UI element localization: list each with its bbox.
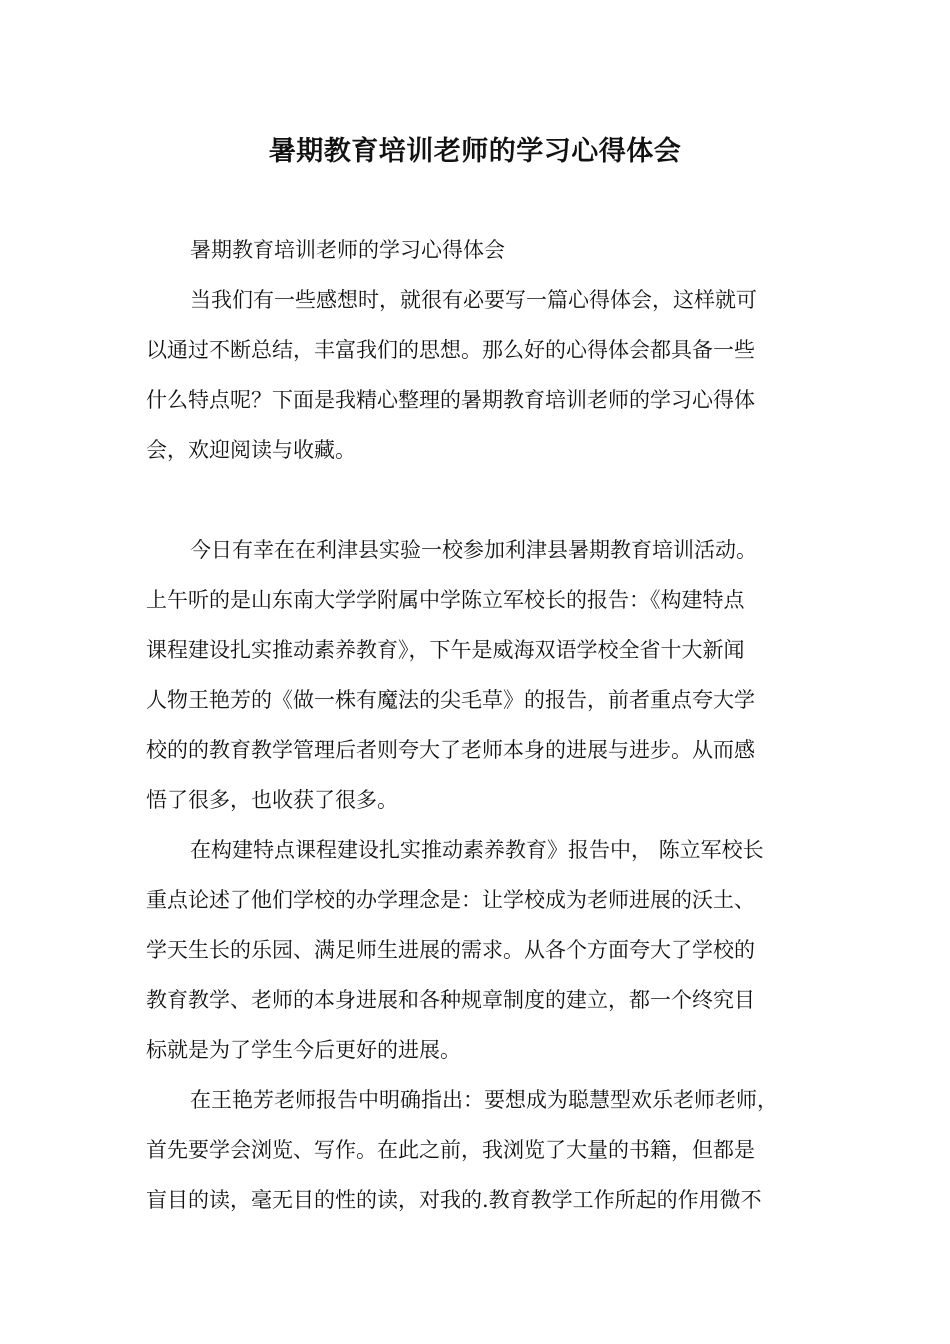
paragraph-1: [146, 525, 826, 1225]
paragraph-line: 标就是为了学生今后更好的进展。: [146, 1038, 461, 1062]
intro-line: 当我们有一些感想时，就很有必要写一篇心得体会，这样就可: [190, 288, 757, 312]
document-title: 暑期教育培训老师的学习心得体会: [268, 136, 682, 167]
paragraph-line: 人物王艳芳的《做一株有魔法的尖毛草》的报告，前者重点夸大学: [146, 688, 755, 712]
intro-line: 以通过不断总结，丰富我们的思想。那么好的心得体会都具备一些: [146, 338, 755, 362]
paragraph-line: 重点论述了他们学校的办学理念是：让学校成为老师进展的沃土、: [146, 888, 755, 912]
paragraph-line: 在王艳芳老师报告中明确指出：要想成为聪慧型欢乐老师老师，: [190, 1088, 778, 1112]
paragraph-line: 在构建特点课程建设扎实推动素养教育》报告中， 陈立军校长: [190, 838, 764, 862]
paragraph-line: 今日有幸在在利津县实验一校参加利津县暑期教育培训活动。: [190, 538, 757, 562]
intro-line: 什么特点呢？下面是我精心整理的暑期教育培训老师的学习心得体: [146, 388, 755, 412]
paragraph-line: 校的的教育教学管理后者则夸大了老师本身的进展与进步。从而感: [146, 738, 755, 762]
paragraph-line: 学天生长的乐园、满足师生进展的需求。从各个方面夸大了学校的: [146, 938, 755, 962]
subtitle-line: 暑期教育培训老师的学习心得体会: [190, 238, 505, 262]
paragraph-line: 教育教学、老师的本身进展和各种规章制度的建立，都一个终究目: [146, 988, 755, 1012]
paragraph-line: 课程建设扎实推动素养教育》，下午是威海双语学校全省十大新闻: [146, 638, 745, 662]
paragraph-line: 首先要学会浏览、写作。在此之前，我浏览了大量的书籍，但都是: [146, 1138, 755, 1162]
paragraph-line: 盲目的读，毫无目的性的读，对我的.教育教学工作所起的作用微不: [146, 1188, 762, 1212]
intro-line: 会，欢迎阅读与收藏。: [146, 438, 356, 462]
intro-section: [146, 225, 826, 475]
paragraph-line: 上午听的是山东南大学学附属中学陈立军校长的报告：《构建特点: [146, 588, 745, 612]
paragraph-line: 悟了很多，也收获了很多。: [146, 788, 398, 812]
